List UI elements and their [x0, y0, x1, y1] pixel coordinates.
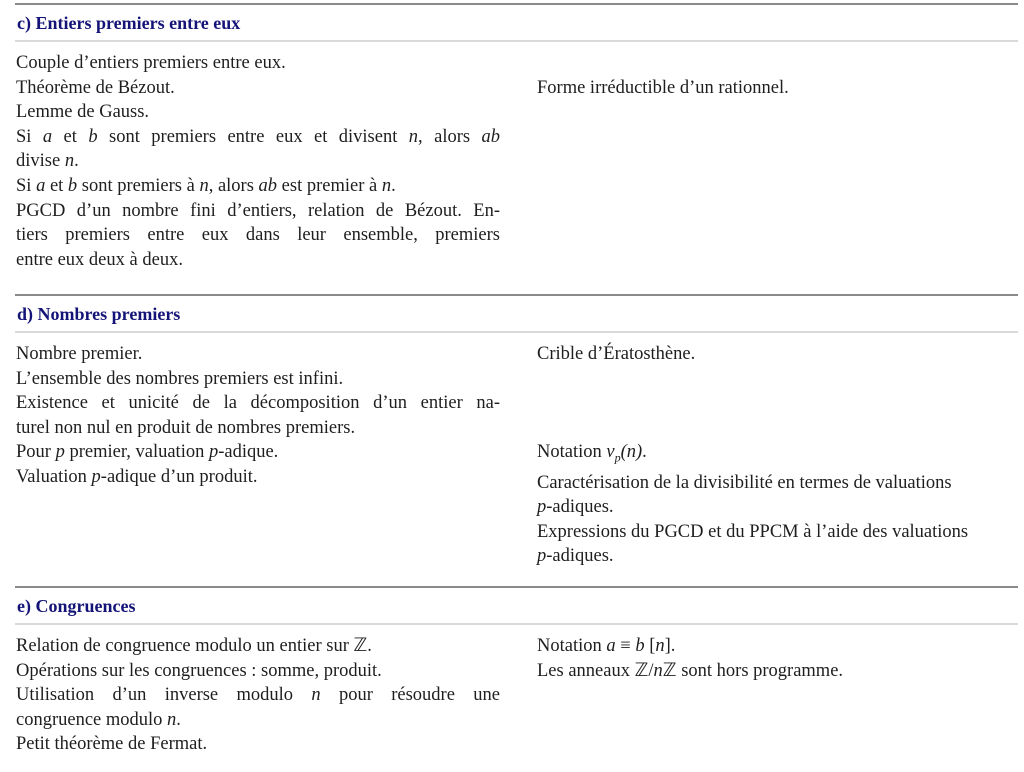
content-line: L’ensemble des nombres premiers est infini. — [16, 368, 344, 389]
math-var: p — [537, 546, 547, 567]
math-var: a — [606, 636, 616, 656]
section-e — [15, 586, 1018, 755]
math-var: n — [381, 175, 392, 196]
content-line: Relation de congruence modulo un entier sur ℤ. — [16, 636, 372, 656]
content-line: Forme irréductible d’un rationnel. — [537, 77, 789, 98]
section-d — [15, 294, 1018, 567]
content-line: Les anneaux ℤ/nℤ sont hors programme. — [537, 660, 844, 681]
right-column — [537, 634, 1019, 683]
content-line: divise n. — [16, 151, 79, 172]
math-symbol: / — [648, 660, 654, 681]
content-line: Si a et b sont premiers à n, alors ab est premier à n. — [16, 175, 396, 196]
section-heading: c) Entiers premiers entre eux — [17, 13, 241, 33]
math-var: (n) — [620, 442, 643, 463]
content-line: Nombre premier. — [16, 344, 143, 364]
content-line: PGCD d’un nombre fini d’entiers, relation de Bézout. En- — [16, 200, 500, 221]
content-line: Valuation p-adique d’un produit. — [16, 466, 258, 487]
math-var: ab — [481, 126, 500, 147]
content-line: Expressions du PGCD et du PPCM à l’aide des valuations — [537, 521, 969, 542]
content-line: Opérations sur les congruences : somme, produit. — [16, 660, 382, 681]
content-line: Utilisation d’un inverse modulo n pour résoudre une — [16, 685, 500, 706]
math-var: p — [537, 497, 547, 518]
left-column — [16, 342, 500, 490]
section-sub-rule — [15, 331, 1018, 333]
content-line: Pour p premier, valuation p-adique. — [16, 442, 279, 463]
content-line: Couple d’entiers premiers entre eux. — [16, 53, 286, 73]
section-sub-rule — [15, 623, 1018, 625]
math-var: n — [311, 685, 321, 706]
math-var: p — [91, 466, 101, 487]
math-var: n — [655, 636, 665, 656]
math-var: b — [635, 636, 645, 656]
math-var: b — [67, 175, 78, 196]
math-symbol: [ — [649, 636, 656, 656]
content-line: Théorème de Bézout. — [16, 77, 175, 98]
content-line: Notation a ≡ b [n]. — [537, 636, 676, 656]
math-symbol: ℤ — [634, 660, 649, 681]
math-var: p — [55, 442, 65, 463]
content-line: turel non nul en produit de nombres premiers. — [16, 417, 356, 438]
math-var: a — [36, 175, 46, 196]
content-line: Petit théorème de Fermat. — [16, 734, 208, 755]
math-var: n — [408, 126, 419, 147]
content-line: p-adiques. — [537, 497, 614, 518]
section-sub-rule — [15, 40, 1018, 42]
math-var: p — [208, 442, 219, 463]
content-line: tiers premiers entre eux dans leur ensemble, premiers — [16, 225, 500, 246]
math-var: p — [614, 451, 621, 466]
section-c — [15, 3, 1018, 270]
math-symbol: ≡ — [620, 636, 631, 656]
content-line: congruence modulo n. — [16, 709, 181, 730]
content-line: Crible d’Ératosthène. — [537, 344, 696, 364]
right-column — [537, 342, 1019, 569]
content-line: Caractérisation de la divisibilité en termes de valuations — [537, 472, 952, 493]
math-symbol: ] — [664, 636, 671, 656]
section-heading: d) Nombres premiers — [17, 304, 181, 324]
math-var: ab — [258, 175, 278, 196]
math-var: n — [199, 175, 209, 196]
math-var: a — [42, 126, 53, 147]
math-var: n — [64, 151, 75, 172]
math-var: b — [88, 126, 98, 147]
content-line: Lemme de Gauss. — [16, 102, 150, 123]
content-line: Notation $v_p(n)$. — [537, 442, 647, 466]
content-line: Si a et b sont premiers entre eux et divisent n, alors ab — [16, 126, 500, 147]
section-heading: e) Congruences — [17, 596, 136, 616]
content-line: p-adiques. — [537, 546, 614, 567]
math-symbol: ℤ — [662, 660, 677, 681]
left-column — [16, 634, 500, 757]
content-line: entre eux deux à deux. — [16, 249, 183, 270]
math-var: n — [167, 709, 177, 730]
left-column — [16, 51, 500, 272]
right-column — [537, 51, 1019, 100]
math-var: n — [653, 660, 663, 681]
content-line: Existence et unicité de la décomposition d’un entier na- — [16, 393, 500, 414]
math-var: v — [606, 442, 615, 463]
